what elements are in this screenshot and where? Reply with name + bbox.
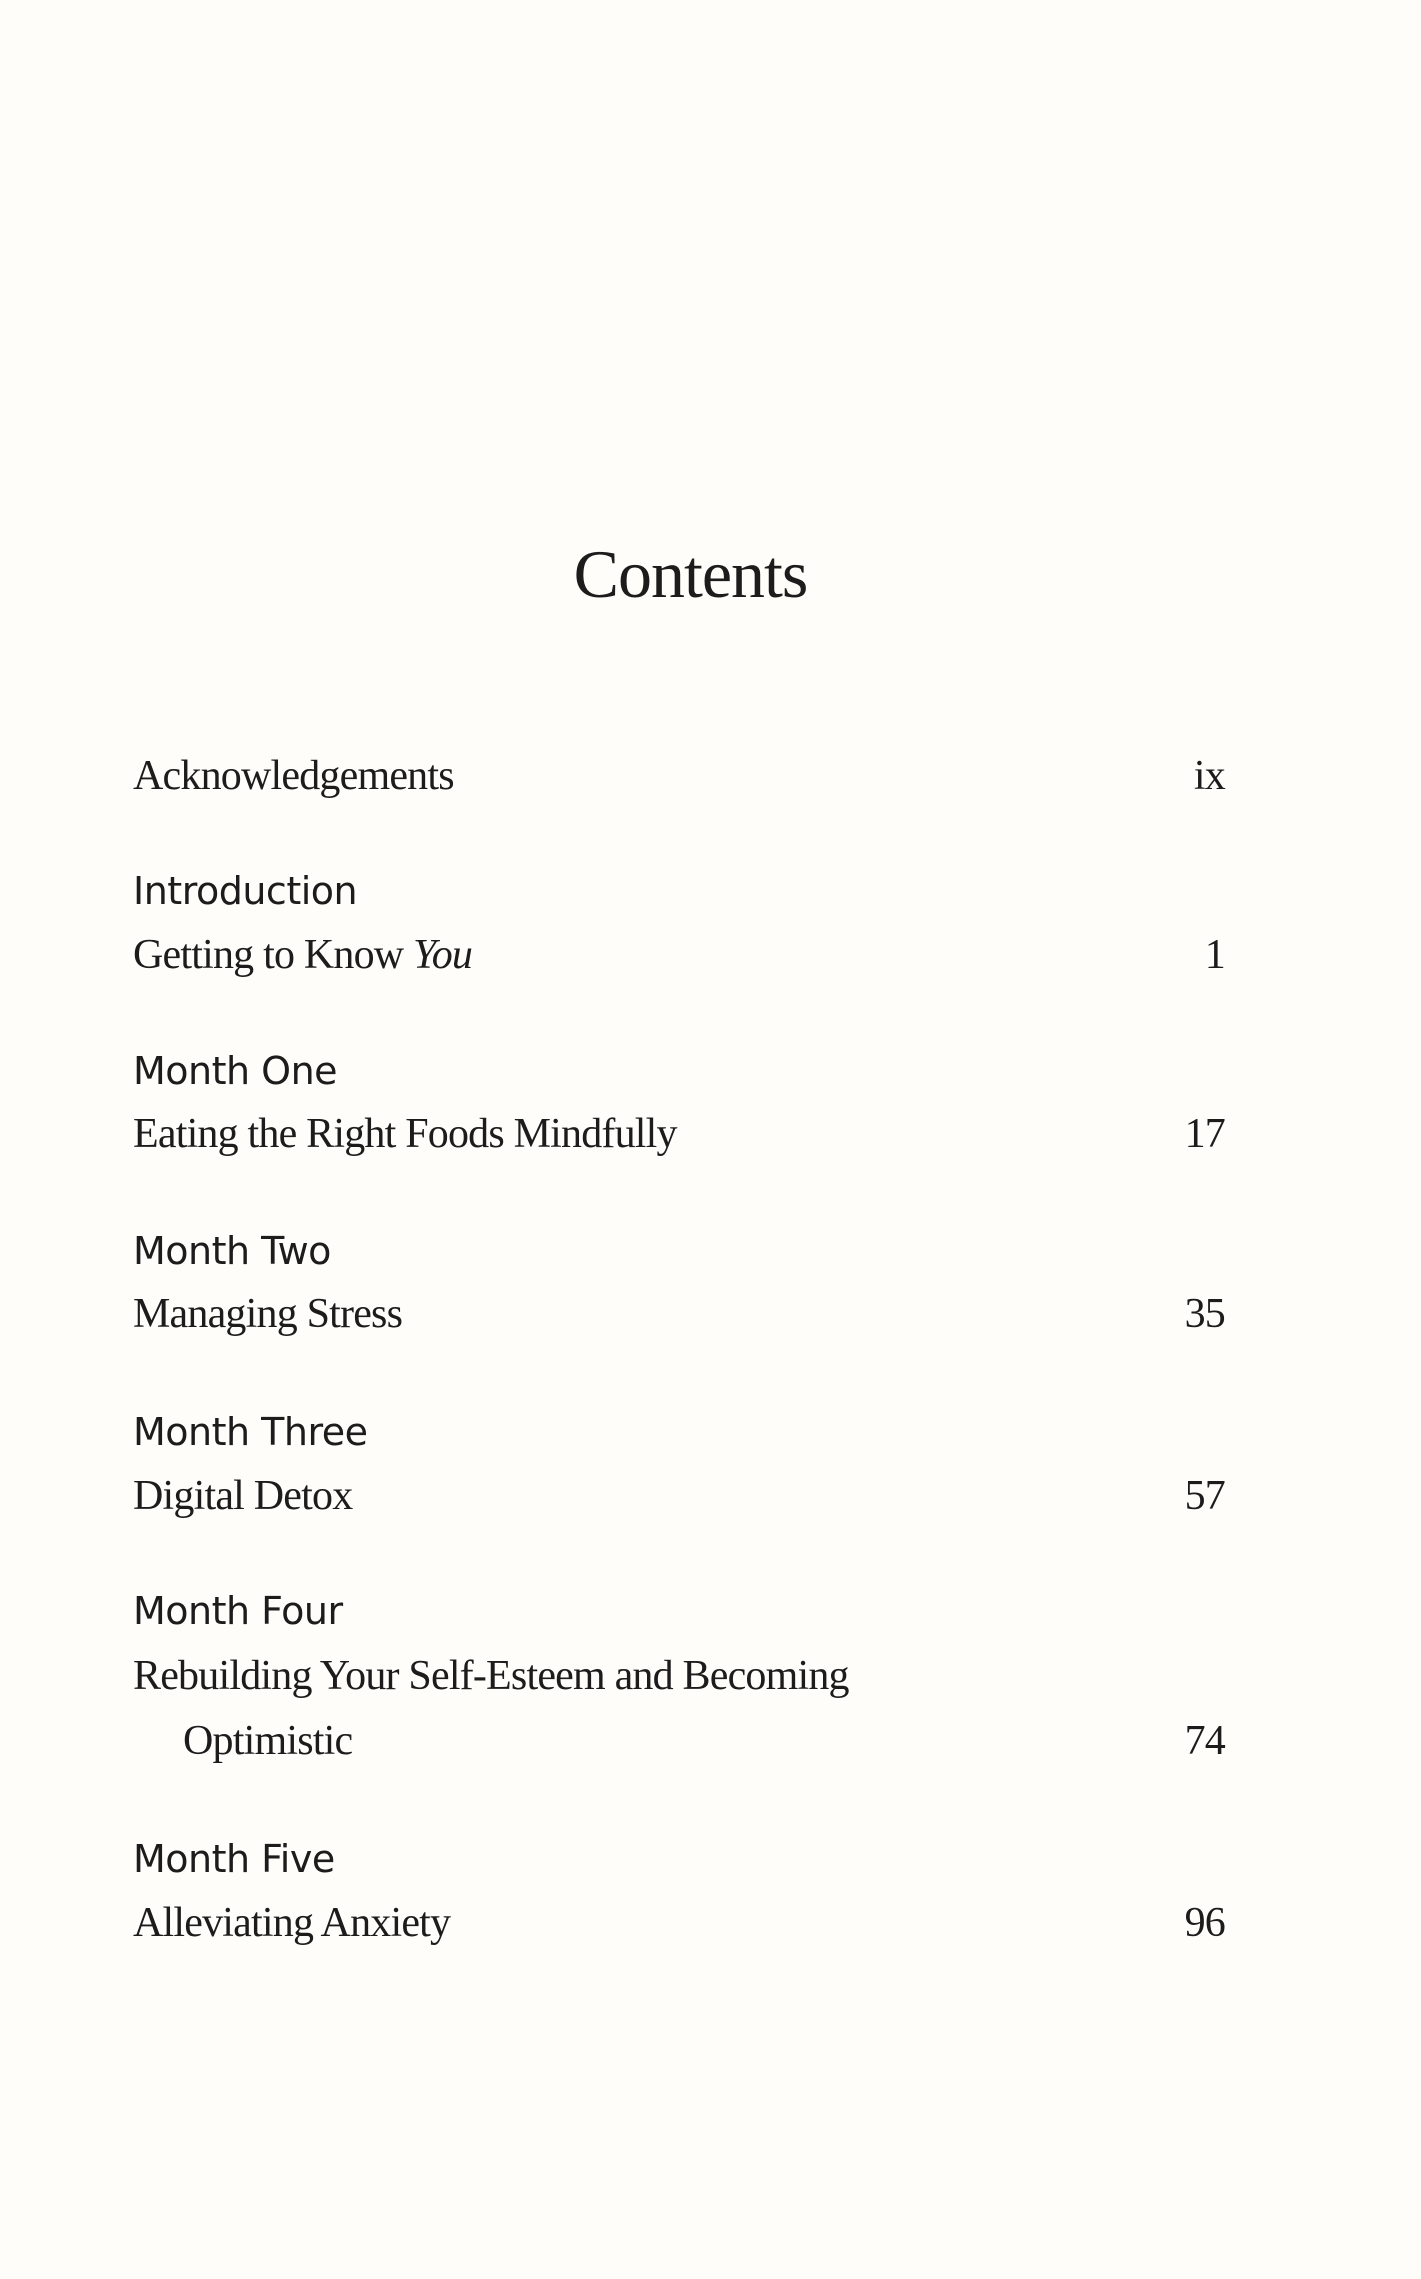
toc-entry-page: 1 — [1204, 932, 1225, 978]
toc-entry-page: 57 — [1184, 1473, 1225, 1519]
toc-entry-page: 74 — [1184, 1718, 1225, 1764]
toc-entry-title[interactable]: Eating the Right Foods Mindfully — [133, 1111, 677, 1157]
toc-entry-title[interactable]: Acknowledgements — [133, 753, 454, 799]
toc-entry-title[interactable]: Managing Stress — [133, 1291, 403, 1337]
page-title — [0, 536, 1421, 612]
contents-heading: Contents — [573, 536, 808, 612]
toc-entry-page: 17 — [1184, 1111, 1225, 1157]
emphasis-you: You — [413, 932, 473, 978]
toc-entry-title[interactable]: Getting to Know You — [133, 932, 473, 978]
toc-section-heading: Month Five — [133, 1837, 335, 1881]
toc-entry-title-continued[interactable]: Optimistic — [183, 1718, 353, 1764]
toc-section-heading: Month One — [133, 1049, 338, 1093]
toc-entry-page: ix — [1193, 753, 1225, 799]
toc-entry-title[interactable]: Digital Detox — [133, 1473, 353, 1519]
toc-section-heading: Month Four — [133, 1589, 343, 1633]
toc-section-heading: Month Two — [133, 1229, 331, 1273]
toc-entry-title[interactable]: Rebuilding Your Self-Esteem and Becoming — [133, 1653, 849, 1699]
toc-entry-title[interactable]: Alleviating Anxiety — [133, 1900, 451, 1946]
toc-section-heading: Introduction — [133, 869, 358, 913]
toc-section-heading: Month Three — [133, 1410, 368, 1454]
toc-entry-page: 35 — [1184, 1291, 1225, 1337]
toc-entry-page: 96 — [1184, 1900, 1225, 1946]
